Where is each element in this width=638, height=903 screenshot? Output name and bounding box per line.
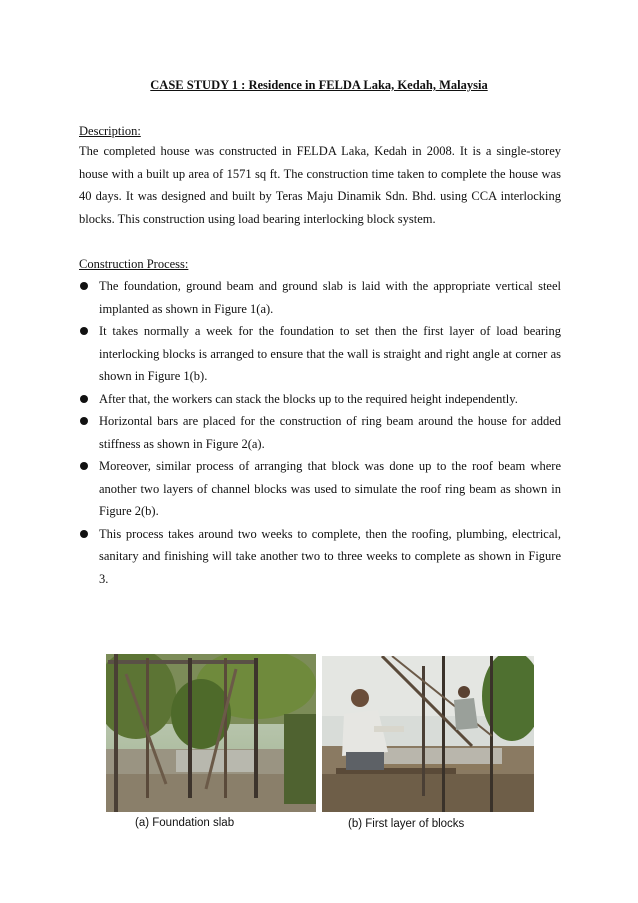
worker-laying-blocks-photo <box>322 656 534 812</box>
bullet-icon <box>80 530 88 538</box>
bullet-text: Horizontal bars are placed for the construction of ring beam around the house for added stiffness as shown in Figure 2(a). <box>99 414 561 451</box>
figure-caption-b: (b) First layer of blocks <box>348 818 465 830</box>
construction-bullet-list <box>79 275 561 590</box>
bullet-text: This process takes around two weeks to complete, then the roofing, plumbing, electrical, sanitary and finishing will take another two to three weeks to complete as shown in Figure 3. <box>99 526 561 586</box>
description-paragraph: The completed house was constructed in FELDA Laka, Kedah in 2008. It is a single-storey house with a built up area of 1571 sq ft. The construction time taken to complete the house was 40 days. It was designed and built by Teras Maju Dinamik Sdn. Bhd. using CCA interlocking blocks. This construction using load bearing interlocking block system. <box>79 144 561 226</box>
list-item <box>79 523 561 591</box>
bullet-text: Moreover, similar process of arranging that block was done up to the roof beam where another two layers of channel blocks was used to simulate the roof ring beam as shown in Figure 2(b). <box>99 459 561 518</box>
bullet-text: After that, the workers can stack the blocks up to the required height independently. <box>99 391 518 406</box>
bullet-icon <box>80 282 88 290</box>
list-item <box>79 410 561 455</box>
bullet-icon <box>80 327 88 335</box>
description-heading: Description: <box>79 124 141 138</box>
bullet-icon <box>80 462 88 470</box>
figure-caption-a: (a) Foundation slab <box>135 817 235 829</box>
construction-site-photo <box>106 654 316 812</box>
list-item <box>79 320 561 388</box>
bullet-icon <box>80 395 88 403</box>
page-title: CASE STUDY 1 : Residence in FELDA Laka, Kedah, Malaysia <box>150 78 488 92</box>
bullet-icon <box>80 417 88 425</box>
list-item <box>79 455 561 523</box>
list-item <box>79 275 561 320</box>
bullet-text: It takes normally a week for the foundation to set then the first layer of load bearing interlocking blocks is arranged to ensure that the wall is straight and right angle at corner as shown in Figure 1(b). <box>99 324 561 383</box>
bullet-text: The foundation, ground beam and ground slab is laid with the appropriate vertical steel implanted as shown in Figure 1(a). <box>99 279 561 316</box>
construction-heading: Construction Process: <box>79 257 189 271</box>
list-item <box>79 388 561 411</box>
